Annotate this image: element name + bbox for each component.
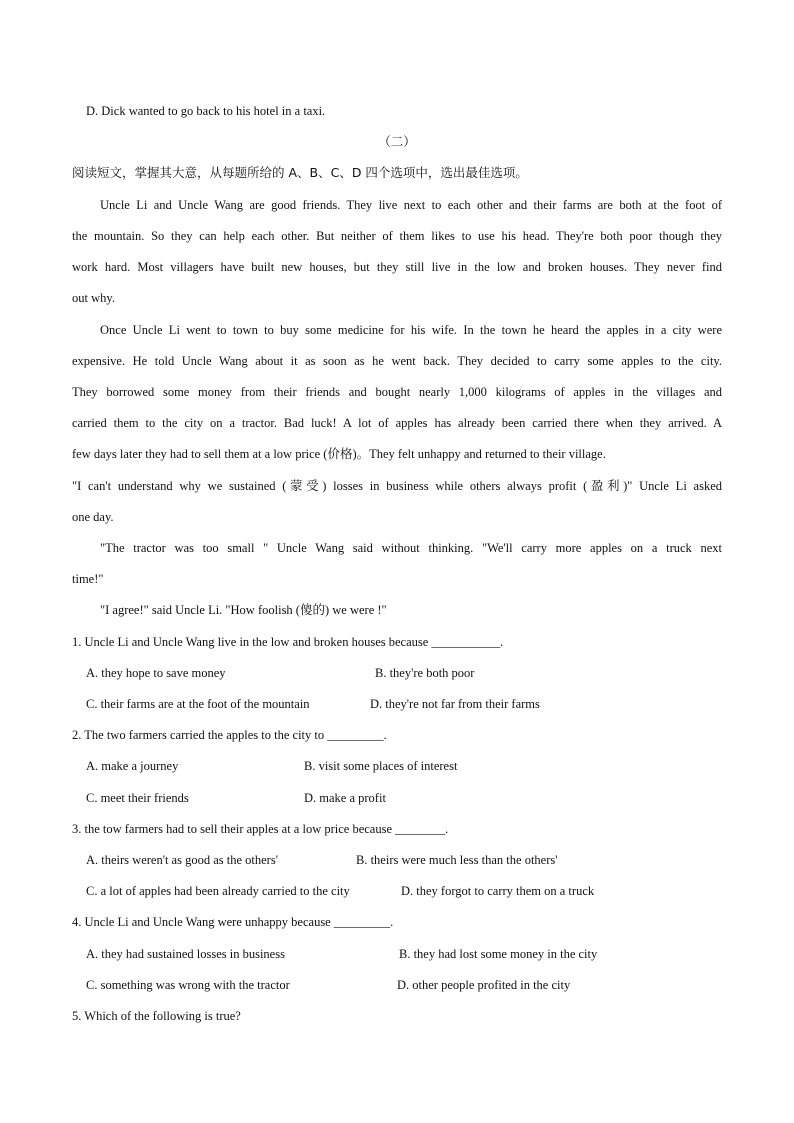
question-3-option-d: D. they forgot to carry them on a truck [401,884,595,898]
passage-p2-line2: expensive. He told Uncle Wang about it as soon as he went back. They decided to carry some apples to the city. [72,354,722,368]
prev-question-option-d: D. Dick wanted to go back to his hotel in a taxi. [86,104,326,118]
passage-p2-line1: Once Uncle Li went to town to buy some medicine for his wife. In the town he heard the apples in a city were [100,323,722,337]
question-2-option-a: A. make a journey [86,759,179,773]
passage-p3-line2: one day. [72,510,114,524]
question-4-option-b: B. they had lost some money in the city [399,947,598,961]
passage-p1-line4: out why. [72,291,115,305]
passage-p4-line2: time!" [72,572,104,586]
passage-p2-line3: They borrowed some money from their friends and bought nearly 1,000 kilograms of apples in the villages and [72,385,722,399]
question-2-option-b: B. visit some places of interest [304,759,458,773]
question-1-option-c: C. their farms are at the foot of the mountain [86,697,310,711]
passage-p1-line2: the mountain. So they can help each other. But neither of them likes to use his head. They're both poor though they [72,229,722,243]
question-3-option-c: C. a lot of apples had been already carried to the city [86,884,350,898]
passage-p2-line5: few days later they had to sell them at a low price (价格)。They felt unhappy and returned to their village. [72,447,606,461]
section-instruction: 阅读短文，掌握其大意，从每题所给的 A、B、C、D 四个选项中，选出最佳选项。 [72,165,528,180]
passage-p2-line4: carried them to the city on a tractor. Bad luck! A lot of apples has already been carried there when they arrived. A [72,416,722,430]
passage-p4-line1: "The tractor was too small " Uncle Wang said without thinking. "We'll carry more apples on a truck next [100,541,722,555]
question-3-option-a: A. theirs weren't as good as the others' [86,853,278,867]
question-2-option-d: D. make a profit [304,791,386,805]
question-1-stem: 1. Uncle Li and Uncle Wang live in the low and broken houses because ___________. [72,635,504,649]
question-4-stem: 4. Uncle Li and Uncle Wang were unhappy because _________. [72,915,394,929]
question-1-option-b: B. they're both poor [375,666,475,680]
passage-p5-line1: "I agree!" said Uncle Li. "How foolish (傻的) we were !" [100,603,387,617]
question-4-option-a: A. they had sustained losses in business [86,947,285,961]
passage-p1-line3: work hard. Most villagers have built new houses, but they still live in the low and broken houses. They never find [72,260,722,274]
question-2-option-c: C. meet their friends [86,791,189,805]
question-4-option-d: D. other people profited in the city [397,978,571,992]
passage-p1-line1: Uncle Li and Uncle Wang are good friends. They live next to each other and their farms are both at the foot of [100,198,722,212]
question-5-stem: 5. Which of the following is true? [72,1009,241,1023]
question-2-stem: 2. The two farmers carried the apples to the city to _________. [72,728,387,742]
question-4-option-c: C. something was wrong with the tractor [86,978,290,992]
question-1-option-d: D. they're not far from their farms [370,697,540,711]
question-3-option-b: B. theirs were much less than the others' [356,853,558,867]
section-heading: （二） [378,134,416,149]
question-3-stem: 3. the tow farmers had to sell their apples at a low price because ________. [72,822,449,836]
passage-p3-line1: "I can't understand why we sustained (蒙受) losses in business while others always profit (盈利)" Uncle Li asked [72,479,722,493]
question-1-option-a: A. they hope to save money [86,666,226,680]
